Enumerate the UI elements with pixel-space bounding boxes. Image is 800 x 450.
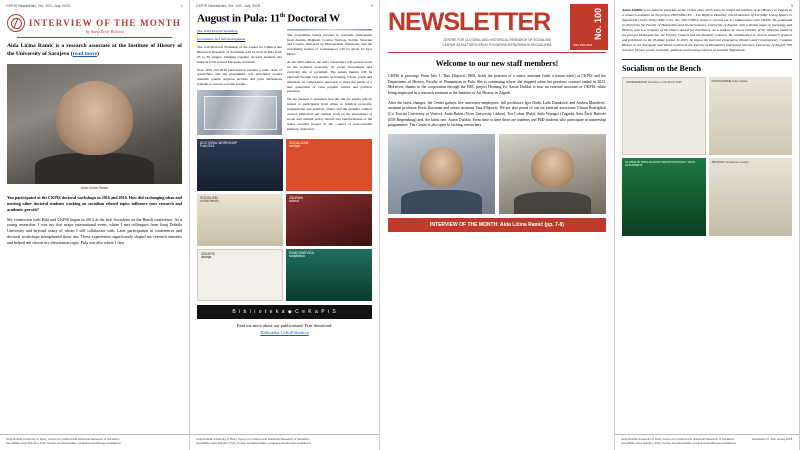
conference-card[interactable] xyxy=(709,158,793,236)
lead-after: ) xyxy=(97,50,99,57)
page-3-footer xyxy=(615,434,799,450)
page-1-header-left: CKPIS Newsletter, No. 100, July 2025 xyxy=(6,4,71,8)
footer-line-2: Sveučilište Jurja Dobrile u Puli | Centar za kulturološka i povijesna istraživanja socijalizma xyxy=(6,441,121,446)
interview-answer: My connection with Pula and CKPIS began in 2013 at the first Socialism on the Bench conference. As a young researcher, I was my first major international event, where I met colleagues from Juraj Dobrila University and beyond, many of whom I still collaborate with. Later participation in conferences and doctoral workshops strengthened these ties. These experiences significantly shaped my research interests and helped me choose my dissertation topic. Pula was also where I first xyxy=(7,216,182,245)
newsletter-page-3 xyxy=(615,0,800,450)
cover-title: DOCTORAL WORKSHOP xyxy=(200,140,238,145)
card-sub: Pula, Croatia xyxy=(732,79,748,83)
page-2-paragraph-4: At the 2025 edition, the early researchers will present work on the political economy, its social movements and everyday life of socialism. The panels themes will be explored through case studies on housing, labour, youth and emphasis on comparative approach to meet the needs of a new generation of class popular culture and political practices. xyxy=(287,60,372,94)
masthead-title: NEWSLETTER xyxy=(388,8,551,36)
staff-photo-tina-filipovic xyxy=(388,134,495,214)
footer-line-1: Juraj Dobrila University of Pula | Centre for Cultural and Historical Research of Socialism xyxy=(621,437,735,442)
footer-line-2: Sveučilište Jurja Dobrile u Puli | Centar za kulturološka i povijesna istraživanja socijalizma xyxy=(621,441,736,446)
interview-teaser-bar[interactable]: INTERVIEW OF THE MONTH: Aida Ličina Ramić (pp. 7-8) xyxy=(388,218,606,232)
conference-materials-grid xyxy=(622,77,792,236)
issue-number: No. 100 xyxy=(593,8,604,41)
publication-covers xyxy=(197,139,372,301)
cover-title: CEKAPIS xyxy=(201,251,215,256)
interview-question: You participated at the CKPIS doctoral workshops in 2016 and 2018. How did exchanging ideas and meeting other doctoral students working on socialism related topics influence your research and academic growth? xyxy=(7,195,182,212)
page-2-title-sup: th xyxy=(279,13,285,19)
page-1-logo-row xyxy=(7,12,182,34)
ckpis-logo-icon xyxy=(7,14,25,32)
conference-card[interactable] xyxy=(622,158,706,236)
cover-subtitle: na klupi xyxy=(289,144,300,149)
newsletter-page-2 xyxy=(190,0,380,450)
issn-text: ISSN 2806-9625 xyxy=(573,43,593,47)
page-1-lead xyxy=(7,43,182,58)
cover-paragraph-2: After the latest changes, the Center gathers five university employees: full professors Igor Duda, Lada Duraković and Andrea Matošević, assistant professor Boris Koroman and senior assistant Tina Filipović. We are also proud of our six external associates: Chiara Bonfiglioli (Ca' Foscari University of Venice), Anita Buhin (Nova University Lisbon), Tea Colnar (Pula), Saša Vejzagić (Zagreb), Sara Žerić Bulović (IOS Regensburg) and, the latest one, Anton Dulibić. From time to time there are students and PhD students who participate in traineeship programmes. The Centre is also open to visiting researchers. xyxy=(388,100,606,128)
footer-right: Newsletter br. 100, srpanj 2025. xyxy=(752,437,793,442)
page-2-columns xyxy=(197,29,372,134)
masthead-subtitle-en: CENTRE FOR CULTURAL AND HISTORICAL RESEARCH OF SOCIALISM xyxy=(443,38,551,42)
publication-cover[interactable] xyxy=(197,194,283,246)
footer-line-2: Sveučilište Jurja Dobrile u Puli | Centar za kulturološka i povijesna istraživanja socijalizma xyxy=(196,441,311,446)
page-2-paragraph-5: We are pleased to announce that the call for papers will be turned to participants from urban or political economy, transnational and political culture and the system's cultural control. Historical and cultural work on the phenomena of social and cultural policy reform and transformation of the wider socialist project in the context of post-socialist memory, neglected. xyxy=(287,97,372,131)
card-sub: Socijalizam na klupi xyxy=(725,160,749,164)
anton-dulibic-bio xyxy=(622,8,792,53)
page-2-paragraph-3: The programme brings forward to welcome participants from Austria, Belgium, Croatia, Norway, Serbia, Slovenia and Croatia, delivered by Metropolitan University, and the concluding lecture of Cantonspool will be given by Igor Duda. xyxy=(287,32,372,57)
cover-title: SOCIALISM xyxy=(200,195,218,200)
cover-paragraph-1: CKPIS is growing! From July 1, Tina Filipović, PhD, holds the position of a senior assistant (with a tenure track) at CKPIS and the Department of History, Faculty of Humanities in Pula. She is continuing where she stopped when her previous contract ended in 2023. Moreover, thanks to the cooperation through the ERC project Housing.Yu, Anton Dulibić is now an external associate of CKPIS, while being employed as a research assistant at the Institute of Art History in Zagreb. xyxy=(388,74,606,96)
page-2-intro xyxy=(197,29,282,34)
doctoral-workshop-link[interactable]: The 11th Doctoral Workshop xyxy=(197,29,238,34)
anton-dulibic-name: Anton Dulibić xyxy=(622,8,643,12)
page-3-body xyxy=(615,8,799,236)
cover-title: SVAKODNEVICA xyxy=(289,250,314,255)
page-2-theme-link-para xyxy=(197,37,282,42)
page-1-number: 1 xyxy=(180,4,183,8)
page-1-body xyxy=(0,12,189,246)
page-2-footer xyxy=(190,434,379,450)
card-sub: NESVRSTANOST / NON-ALIGNMENT xyxy=(625,159,696,168)
cover-title: SOCIALIZAM xyxy=(289,140,309,145)
page-1-title: INTERVIEW OF THE MONTH xyxy=(28,18,182,28)
card-sub: Socialism on the Bench 2025 xyxy=(647,80,682,84)
portrait-caption: Aida Ličina Ramić xyxy=(80,186,109,191)
interviewee-portrait xyxy=(7,64,182,184)
page-1-header xyxy=(0,0,189,8)
page-2-body xyxy=(190,13,379,335)
newsletter-cover-page xyxy=(380,0,615,450)
publication-cover[interactable] xyxy=(197,139,283,191)
page-3-number: 3 xyxy=(790,4,793,8)
cover-title: ZBORNIK xyxy=(289,195,304,200)
masthead-divider xyxy=(388,52,606,53)
library-banner: B i b l i o t e k a ◆ C e K a P i S xyxy=(197,305,372,319)
cover-subtitle: Pula 2016 xyxy=(200,144,215,149)
workshop-photo-frame xyxy=(204,96,277,130)
publications-download-link[interactable]: Biblioteka CeKaPiSarnica xyxy=(260,329,309,335)
footer-line-1: Juraj Dobrila University of Pula | Centre for Cultural and Historical Research of Socialism xyxy=(196,437,310,442)
anton-dulibic-bio-text: is an external associate at the Centre since 2025 when he joined the Institute of Art History in Zagreb as a research assistant on the project HOUSING.YU – The Right to Housing: The Production of Everyday Living Spaces in Yugoslavia (1945–1991) (ERC CoG, No. 101171983), which is carried out in collaboration with CKPIS. He graduated in 2023 from the Faculty of Humanities and Social Sciences, University of Zagreb, with a double major in Sociology and History, and is a recipient of the Dean's Award for Excellence. As a student, he was a member of the editorial board of the journal Diskrepancija, the Faculty Council and the Students' Council. He collaborated in several research projects and published on the H-Albae portal. In 2025, he began the doctoral programme Modern and Contemporary Croatian History in the European and World Context at the Faculty of Humanities and Social Sciences, University of Zagreb. His research focuses on the economic, political and housing reforms of socialist Yugoslavia. xyxy=(622,8,792,52)
card-label: ZBORNIK xyxy=(711,159,725,164)
governance-selfmanagement-link[interactable]: Governance and Self-management xyxy=(197,37,246,42)
cover-headline: Welcome to our new staff members! xyxy=(435,59,559,69)
cover-subtitle: izdanja xyxy=(201,255,212,260)
read-more-link[interactable]: read more xyxy=(72,50,98,57)
cover-masthead-area xyxy=(380,0,614,232)
page-2-paragraph-2: Your 2016 and 2018 participation reached a wide circle of researchers and the programme was structured around thematic panels, keynote lectures and joint discussions relevant to current socialist studies. xyxy=(197,67,282,87)
page-2-header-left: CKPIS Newsletter, No. 100, July 2025 xyxy=(196,4,261,8)
page-1-footer xyxy=(0,434,189,450)
lead-body: is a research associate at the Institute of History of the University of Sarajevo ( xyxy=(7,43,182,57)
page-2-paragraph-1: The 11th Doctoral Workshop of the Centre for Cultural and Historical Research of Socialism will be held in Pula from 25 to 30 August, bringing together doctoral students and mentors from several European countries. xyxy=(197,44,282,64)
cover-subtitle: radova xyxy=(289,199,299,204)
publication-cover[interactable] xyxy=(286,194,372,246)
page-1-divider xyxy=(17,37,172,38)
publications-cta xyxy=(197,323,372,335)
page-1-subtitle: by Sara Žerić Bulović xyxy=(85,29,125,34)
issue-badge xyxy=(570,4,608,50)
page-2-title xyxy=(197,13,372,25)
masthead-subtitle-hr: CENTAR ZA KULTUROLOŠKA I POVIJESNA ISTRAŽIVANJA SOCIJALIZMA xyxy=(442,42,552,47)
cover-subtitle: on the bench xyxy=(200,199,219,204)
publication-cover[interactable] xyxy=(197,249,283,301)
publication-cover[interactable] xyxy=(286,249,372,301)
publication-cover[interactable] xyxy=(286,139,372,191)
page-3-header xyxy=(615,0,799,8)
interviewee-name: Aida Ličina Ramić xyxy=(7,43,54,49)
staff-photo-anton-dulibic xyxy=(499,134,606,214)
card-label: CONFERENCE xyxy=(626,79,648,84)
new-staff-photos xyxy=(388,134,606,214)
page-2-header xyxy=(190,0,379,8)
conference-card[interactable] xyxy=(622,77,706,155)
cover-subtitle: socijalizma xyxy=(289,254,305,259)
page-2-title-part1: August in Pula: 11 xyxy=(197,12,280,25)
page-2-title-part2: Doctoral W xyxy=(284,12,340,25)
card-label: PROGRAMME xyxy=(711,78,732,83)
section-title-socialism-on-the-bench: Socialism on the Bench xyxy=(622,59,792,73)
conference-card[interactable] xyxy=(709,77,793,155)
newsletter-page-1 xyxy=(0,0,190,450)
page-2-number: 2 xyxy=(370,4,373,8)
card-label: GLOBALNI SOCIJALIZAM xyxy=(625,159,661,164)
publications-cta-text: Find out more about our publications! Free download: xyxy=(236,322,333,328)
footer-line-1: Juraj Dobrila University of Pula | Centre for Cultural and Historical Research of Socialism xyxy=(6,437,120,442)
